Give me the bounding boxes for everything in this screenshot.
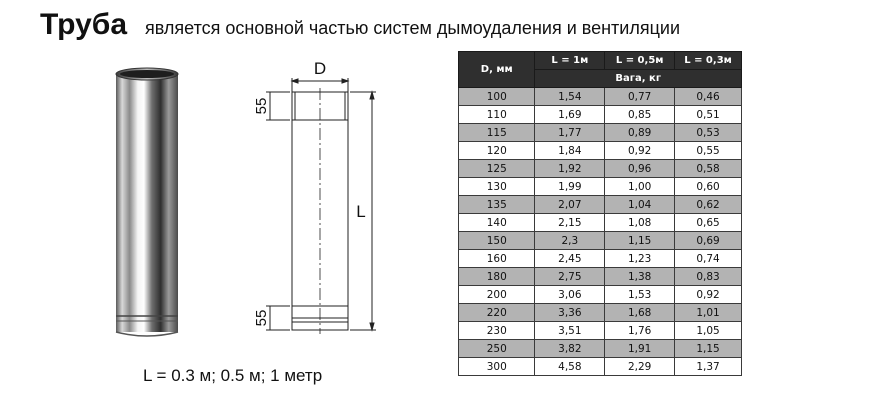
header-weight: Вага, кг (535, 70, 742, 88)
cell-weight-1m: 2,07 (535, 196, 605, 214)
cell-weight-05m: 1,91 (605, 340, 675, 358)
table-row (459, 124, 742, 142)
cell-weight-05m: 0,96 (605, 160, 675, 178)
cell-weight-03m: 0,58 (675, 160, 742, 178)
cell-weight-1m: 2,75 (535, 268, 605, 286)
cell-weight-1m: 1,99 (535, 178, 605, 196)
table-row (459, 196, 742, 214)
cell-weight-03m: 0,62 (675, 196, 742, 214)
cell-weight-03m: 0,60 (675, 178, 742, 196)
cell-weight-1m: 1,92 (535, 160, 605, 178)
table-row (459, 340, 742, 358)
cell-weight-05m: 1,04 (605, 196, 675, 214)
cell-weight-03m: 0,92 (675, 286, 742, 304)
cell-diameter: 300 (459, 358, 535, 376)
cell-weight-03m: 0,55 (675, 142, 742, 160)
cell-weight-03m: 0,69 (675, 232, 742, 250)
length-caption: L = 0.3 м; 0.5 м; 1 метр (143, 366, 323, 385)
bottom-dimension-label: 55 (253, 309, 270, 327)
cell-weight-05m: 0,77 (605, 88, 675, 106)
header-length-03m: L = 0,3м (675, 52, 742, 70)
cell-weight-1m: 3,82 (535, 340, 605, 358)
cell-weight-03m: 1,37 (675, 358, 742, 376)
pipe-bottom-edge (116, 332, 178, 336)
table-row (459, 358, 742, 376)
pipe-body (116, 74, 178, 332)
table-row (459, 232, 742, 250)
cell-weight-1m: 2,45 (535, 250, 605, 268)
cell-weight-1m: 3,51 (535, 322, 605, 340)
table-row (459, 304, 742, 322)
technical-drawing (240, 52, 390, 352)
table-row (459, 160, 742, 178)
cell-weight-1m: 2,3 (535, 232, 605, 250)
table-row (459, 214, 742, 232)
cell-weight-05m: 2,29 (605, 358, 675, 376)
cell-diameter: 110 (459, 106, 535, 124)
table-row (459, 286, 742, 304)
cell-weight-1m: 1,69 (535, 106, 605, 124)
cell-diameter: 135 (459, 196, 535, 214)
top-dimension-label: 55 (253, 97, 270, 115)
pipe-illustration (112, 66, 182, 340)
cell-weight-05m: 1,53 (605, 286, 675, 304)
cell-diameter: 125 (459, 160, 535, 178)
cell-weight-03m: 0,83 (675, 268, 742, 286)
weight-table-body (459, 88, 742, 376)
cell-diameter: 150 (459, 232, 535, 250)
cell-weight-05m: 0,92 (605, 142, 675, 160)
cell-weight-03m: 0,46 (675, 88, 742, 106)
cell-weight-03m: 0,65 (675, 214, 742, 232)
cell-weight-05m: 1,76 (605, 322, 675, 340)
cell-weight-05m: 1,23 (605, 250, 675, 268)
table-row (459, 268, 742, 286)
cell-diameter: 230 (459, 322, 535, 340)
cell-weight-05m: 1,00 (605, 178, 675, 196)
table-row (459, 88, 742, 106)
cell-weight-1m: 3,36 (535, 304, 605, 322)
cell-weight-03m: 0,51 (675, 106, 742, 124)
cell-diameter: 250 (459, 340, 535, 358)
header (40, 8, 680, 44)
cell-weight-05m: 1,08 (605, 214, 675, 232)
header-length-05m: L = 0,5м (605, 52, 675, 70)
table-row (459, 322, 742, 340)
diameter-label: D (313, 59, 327, 78)
cell-diameter: 160 (459, 250, 535, 268)
cell-weight-1m: 4,58 (535, 358, 605, 376)
cell-weight-05m: 0,89 (605, 124, 675, 142)
cell-weight-03m: 1,15 (675, 340, 742, 358)
table-row (459, 250, 742, 268)
cell-diameter: 100 (459, 88, 535, 106)
cell-weight-03m: 0,53 (675, 124, 742, 142)
cell-weight-05m: 0,85 (605, 106, 675, 124)
page-title: Труба (40, 8, 128, 41)
header-diameter: D, мм (459, 52, 535, 88)
table-row (459, 142, 742, 160)
weight-table (458, 51, 742, 376)
cell-diameter: 115 (459, 124, 535, 142)
cell-weight-1m: 2,15 (535, 214, 605, 232)
cell-weight-05m: 1,38 (605, 268, 675, 286)
cell-weight-03m: 0,74 (675, 250, 742, 268)
cell-weight-03m: 1,01 (675, 304, 742, 322)
cell-diameter: 130 (459, 178, 535, 196)
cell-weight-1m: 1,84 (535, 142, 605, 160)
cell-diameter: 200 (459, 286, 535, 304)
cell-weight-05m: 1,68 (605, 304, 675, 322)
cell-diameter: 220 (459, 304, 535, 322)
cell-diameter: 140 (459, 214, 535, 232)
length-label: L (356, 202, 366, 221)
table-row (459, 106, 742, 124)
header-length-1m: L = 1м (535, 52, 605, 70)
cell-weight-1m: 3,06 (535, 286, 605, 304)
table-row (459, 178, 742, 196)
page-subtitle: является основной частью систем дымоудаления и вентиляции (145, 18, 681, 38)
cell-diameter: 180 (459, 268, 535, 286)
cell-weight-05m: 1,15 (605, 232, 675, 250)
cell-diameter: 120 (459, 142, 535, 160)
cell-weight-03m: 1,05 (675, 322, 742, 340)
cell-weight-1m: 1,54 (535, 88, 605, 106)
cell-weight-1m: 1,77 (535, 124, 605, 142)
